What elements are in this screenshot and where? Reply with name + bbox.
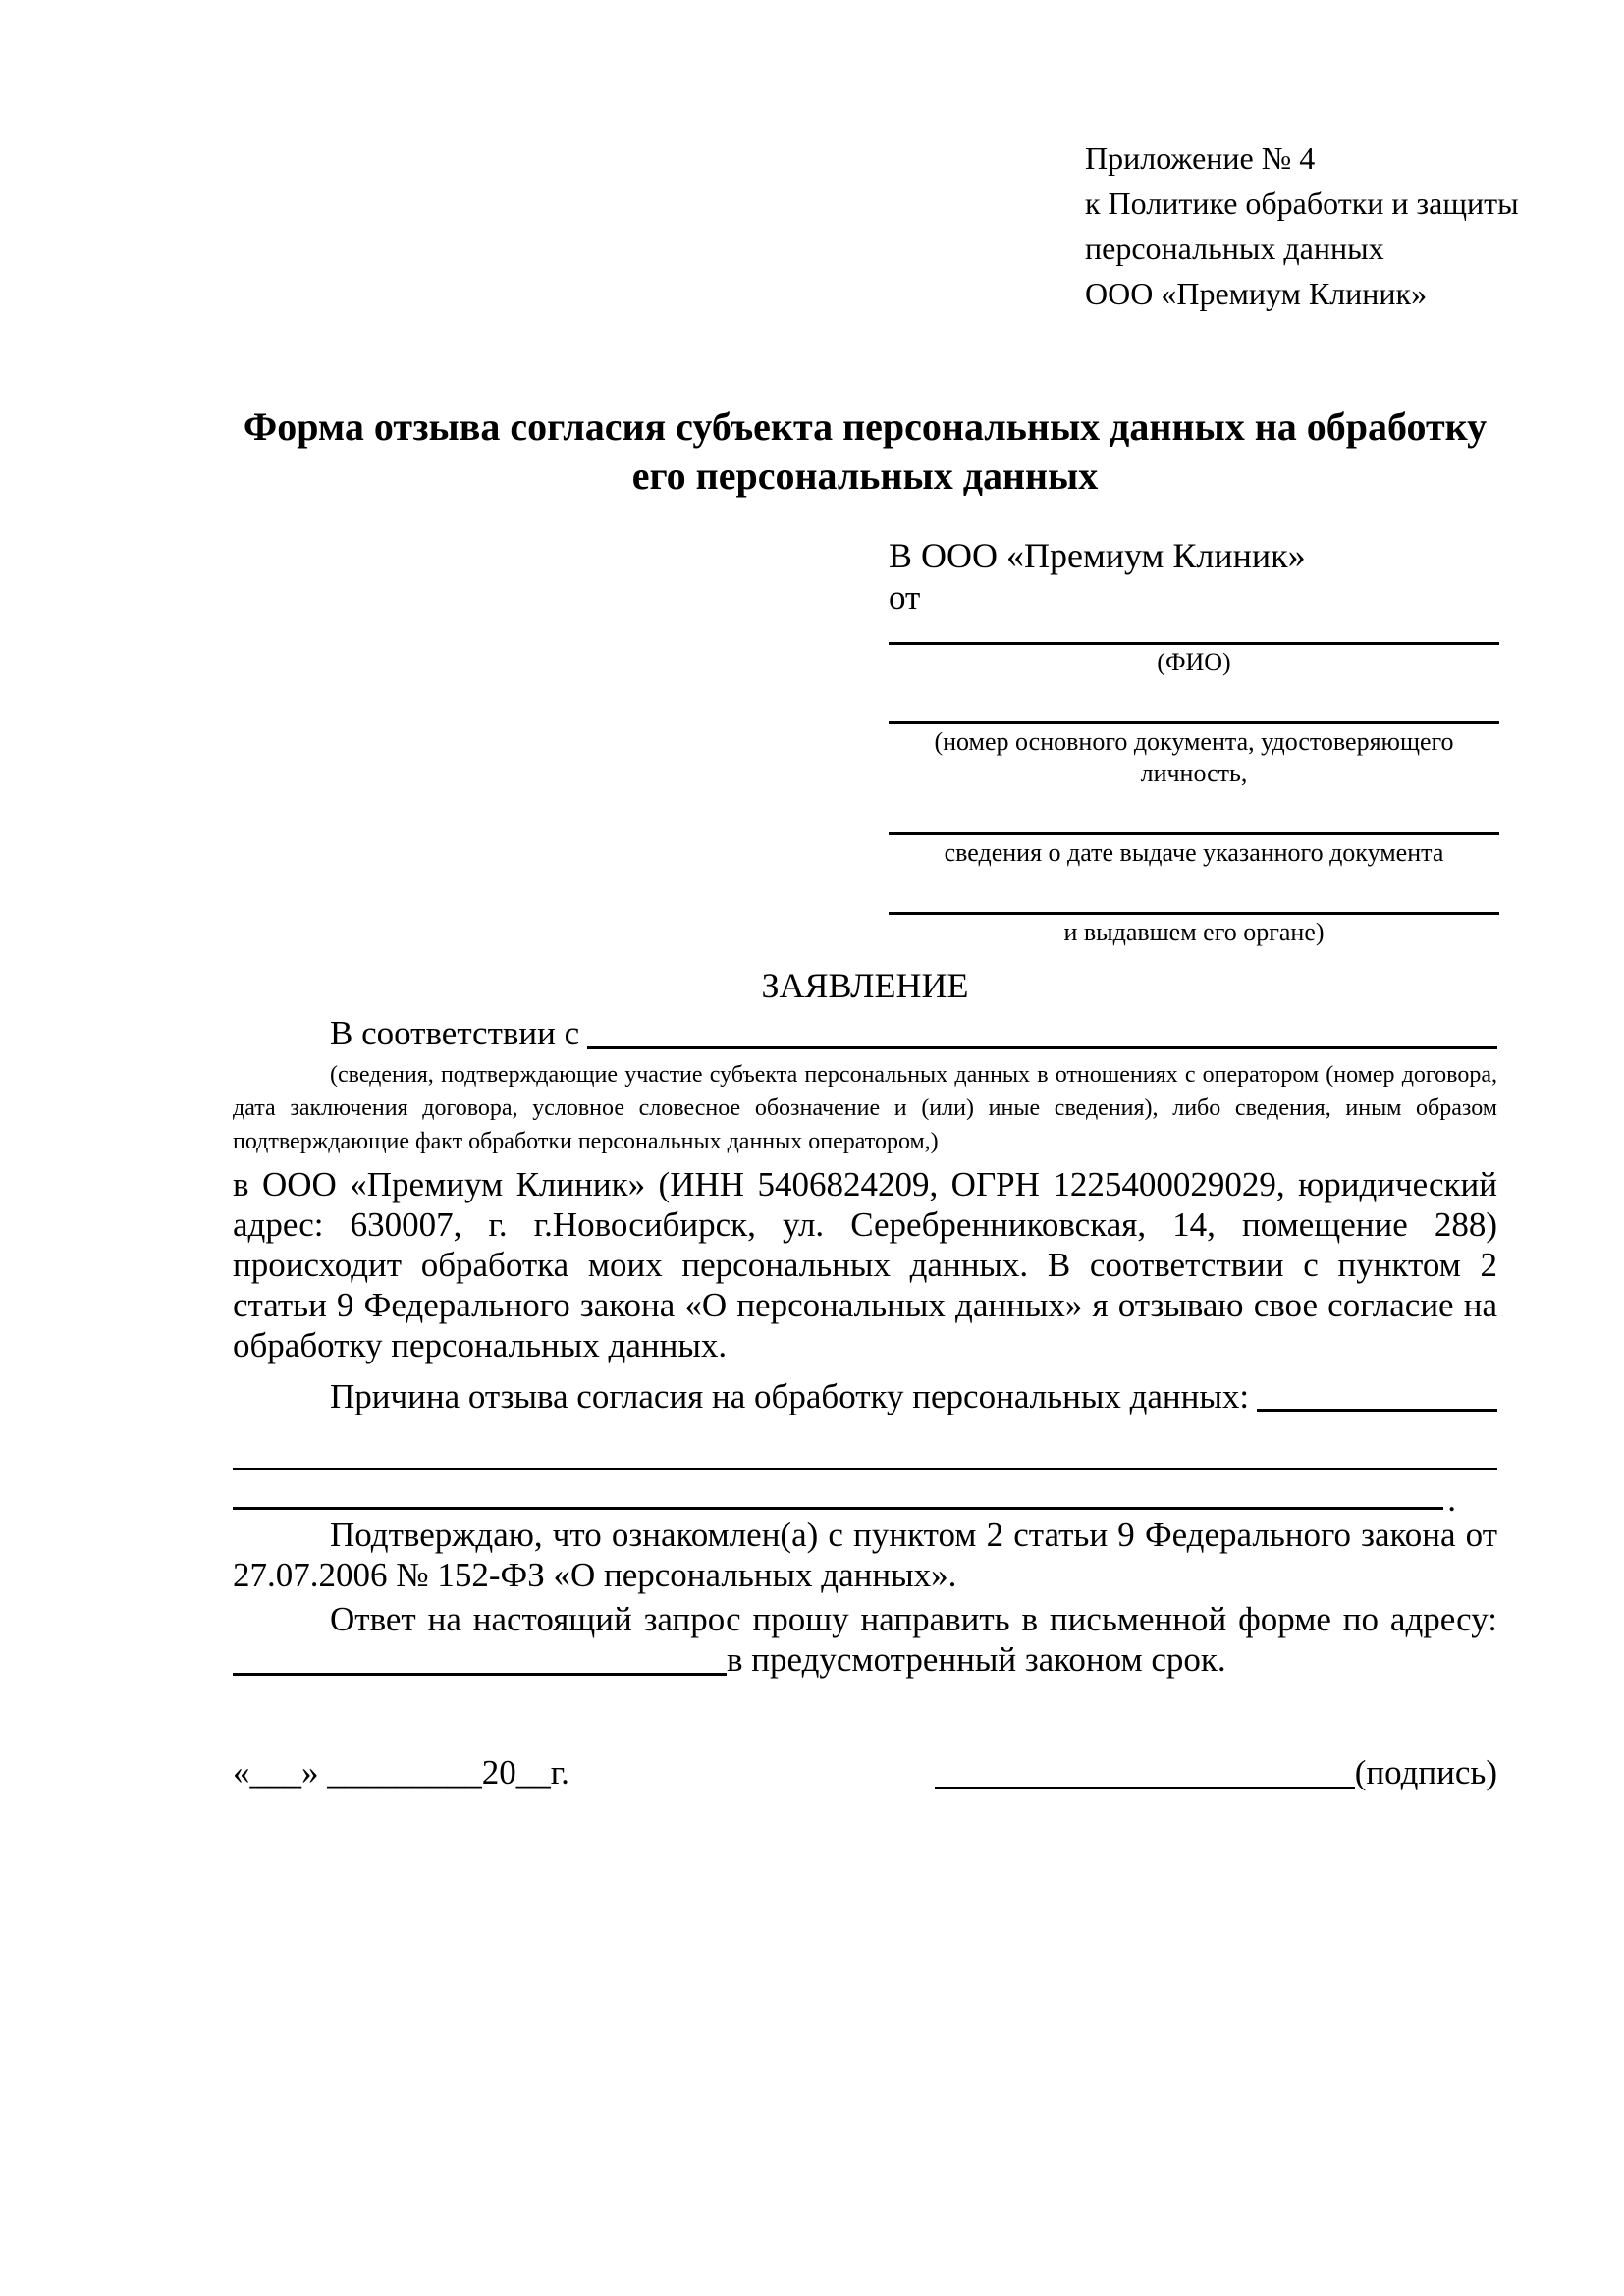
appendix-note-line: персональных данных	[1085, 231, 1384, 266]
recipient-organization: В ООО «Премиум Клиник»	[889, 536, 1306, 575]
document-number-blank-line	[889, 678, 1499, 724]
issuing-authority-caption: и выдавшем его органе)	[1063, 918, 1325, 946]
document-title: Форма отзыва согласия субъекта персональных данных на обработку его персональных данных	[243, 404, 1488, 498]
intro-footnote: (сведения, подтверждающие участие субъекта персональных данных в отношениях с оператором (номер договора, дата заключения договора, условное словесное обозначение и (или) иные сведения), либо сведения, иным образом подтверждающие факт обработки персональных данных оператором,)	[233, 1062, 1497, 1154]
reason-blank-line-2	[233, 1507, 1443, 1510]
reply-request-paragraph: Ответ на настоящий запрос прошу направить в письменной форме по адресу:	[330, 1600, 1497, 1638]
line-terminator: .	[1447, 1480, 1456, 1519]
reason-blank-line	[1257, 1409, 1497, 1412]
reply-suffix: в предусмотренный законом срок.	[727, 1640, 1226, 1679]
appendix-note-line: к Политике обработки и защиты	[1085, 186, 1519, 221]
intro-prefix: В соответствии с	[330, 1014, 580, 1052]
signature-blank-line	[935, 1757, 1355, 1789]
appendix-note-line: ООО «Премиум Клиник»	[1085, 276, 1428, 311]
reason-row	[233, 1376, 1497, 1416]
footer-row	[233, 1751, 1497, 1794]
reply-address-row	[233, 1639, 1497, 1681]
date-blank: «___» _________20__г.	[233, 1753, 569, 1791]
issuing-authority-blank-line	[889, 869, 1499, 915]
appendix-note-line: Приложение № 4	[1085, 140, 1316, 176]
confirmation-paragraph: Подтверждаю, что ознакомлен(а) с пунктом 2 статьи 9 Федерального закона от 27.07.2006 № 152-ФЗ «О персональных данных».	[233, 1516, 1497, 1594]
fio-caption: (ФИО)	[1157, 648, 1231, 676]
from-label: от	[889, 578, 921, 616]
appendix-note	[1085, 135, 1519, 316]
document-number-caption: (номер основного документа, удостоверяющего личность,	[934, 727, 1454, 787]
statement-body: в ООО «Премиум Клиник» (ИНН 5406824209, ОГРН 1225400029029, юридический адрес: 630007, г. г.Новосибирск, ул. Серебренниковская, 14, помещение 288) происходит обработка моих персональных данных. В соответствии с пунктом 2 статьи 9 Федерального закона «О персональных данных» я отзываю свое согласие на обработку персональных данных.	[233, 1165, 1497, 1364]
statement-heading: ЗАЯВЛЕНИЕ	[761, 966, 969, 1005]
reason-blank-line-2-row	[233, 1470, 1497, 1519]
reply-address-blank-line	[233, 1673, 727, 1676]
reason-blank-line-full	[233, 1416, 1497, 1470]
reason-label: Причина отзыва согласия на обработку персональных данных:	[330, 1377, 1250, 1415]
intro-row	[233, 1013, 1497, 1054]
signature-caption: (подпись)	[1354, 1753, 1497, 1791]
recipient-block	[889, 534, 1499, 948]
signature-group	[935, 1751, 1497, 1794]
issue-date-blank-line	[889, 789, 1499, 835]
issue-date-caption: сведения о дате выдаче указанного документа	[944, 838, 1444, 867]
intro-blank-line	[587, 1046, 1497, 1049]
fio-blank-line	[889, 618, 1499, 645]
